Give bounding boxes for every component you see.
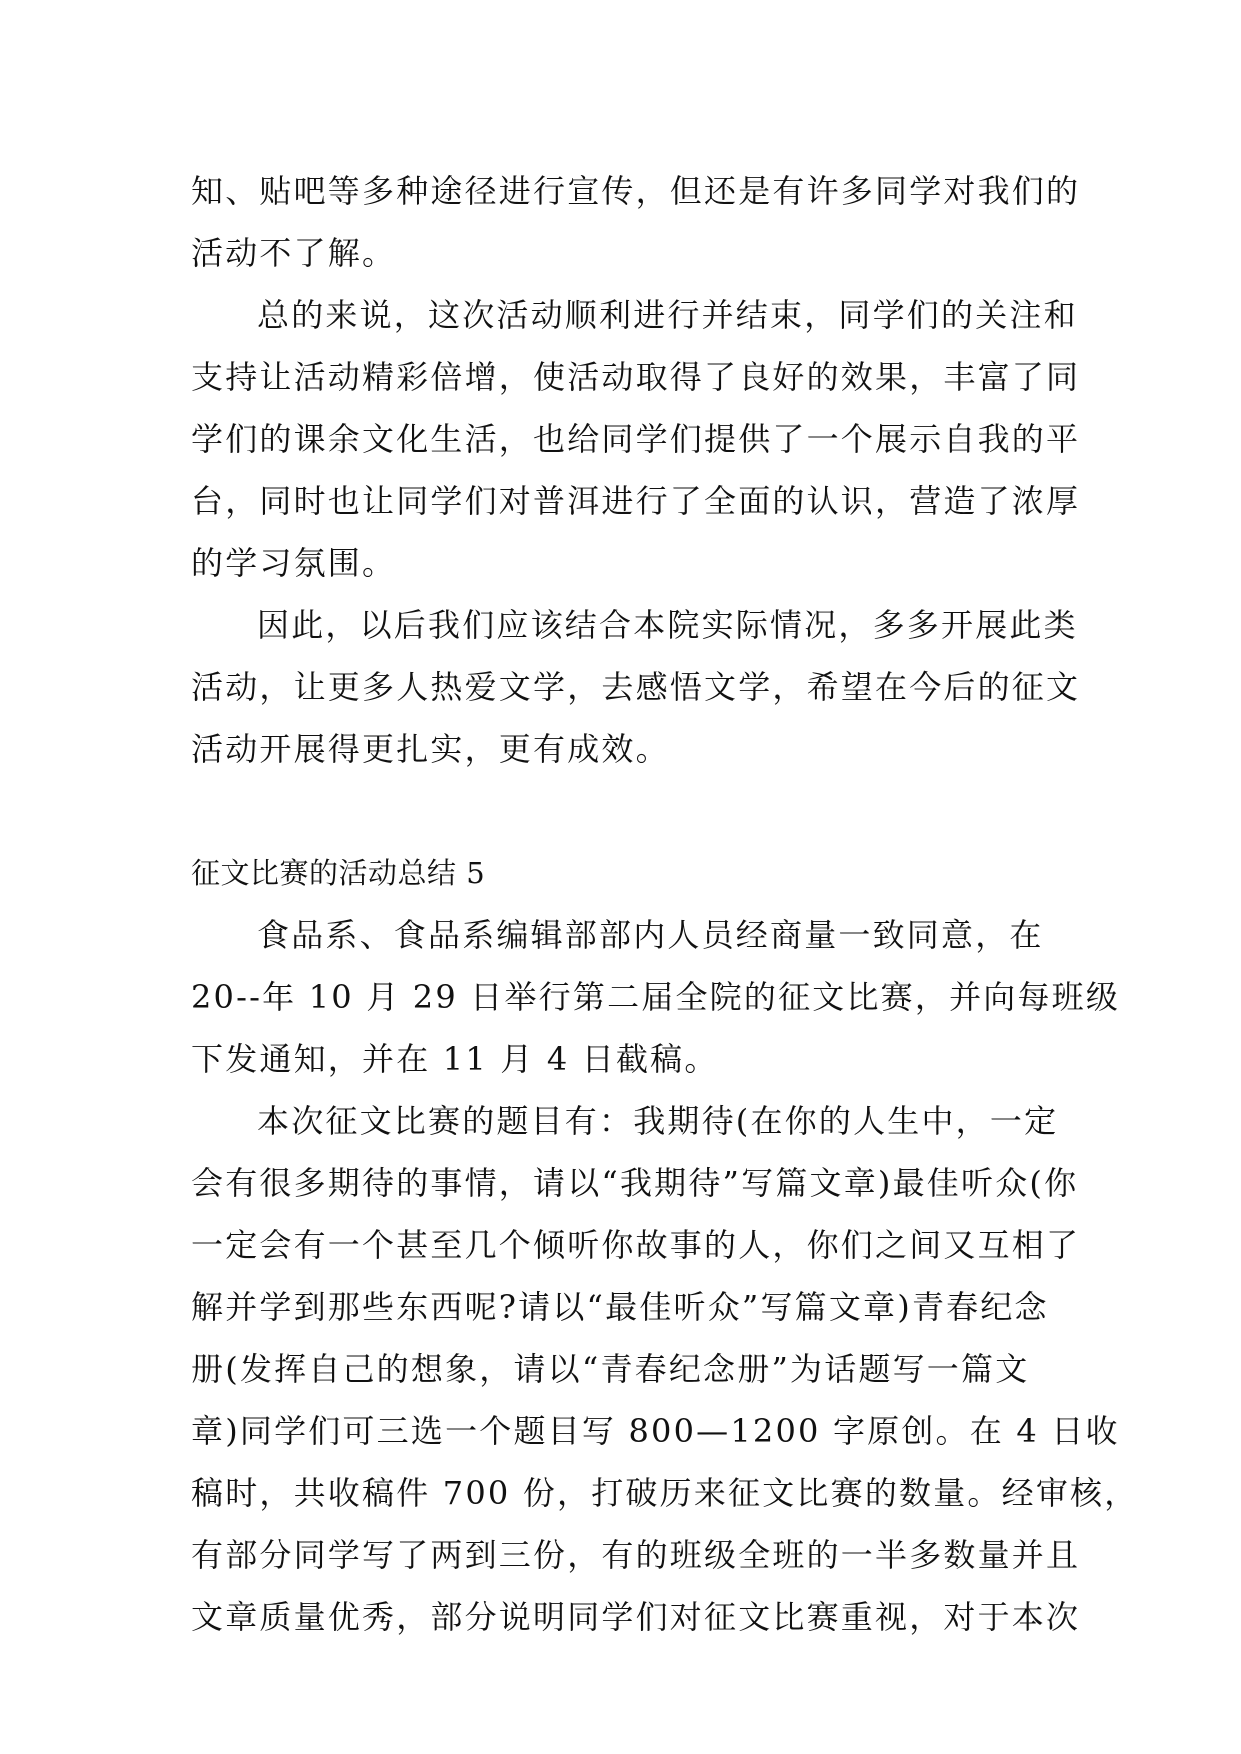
text-line: 20--年 10 月 29 日举行第二届全院的征文比赛，并向每班级 [191, 978, 1121, 1016]
section-heading: 征文比赛的活动总结 5 [191, 856, 486, 890]
text-line: 活动不了解。 [191, 234, 397, 272]
text-line: 一定会有一个甚至几个倾听你故事的人，你们之间又互相了 [191, 1226, 1081, 1264]
text-line: 文章质量优秀，部分说明同学们对征文比赛重视，对于本次 [191, 1598, 1081, 1636]
section-gap [191, 780, 1047, 842]
text-line: 活动开展得更扎实，更有成效。 [191, 730, 670, 768]
text-line: 章)同学们可三选一个题目写 800—1200 字原创。在 4 日收 [191, 1412, 1120, 1450]
paragraph-start-line: 本次征文比赛的题目有：我期待(在你的人生中，一定 [257, 1102, 1059, 1140]
paragraph-start-line: 总的来说，这次活动顺利进行并结束，同学们的关注和 [257, 296, 1078, 334]
text-line: 知、贴吧等多种途径进行宣传，但还是有许多同学对我们的 [191, 172, 1081, 210]
paragraph-start-line: 食品系、食品系编辑部部内人员经商量一致同意，在 [257, 916, 1044, 954]
paragraph-start-line: 因此，以后我们应该结合本院实际情况，多多开展此类 [257, 606, 1078, 644]
text-line: 册(发挥自己的想象，请以“青春纪念册”为话题写一篇文 [191, 1350, 1030, 1388]
text-line: 活动，让更多人热爱文学，去感悟文学，希望在今后的征文 [191, 668, 1081, 706]
text-line: 解并学到那些东西呢?请以“最佳听众”写篇文章)青春纪念 [191, 1288, 1049, 1326]
text-line: 有部分同学写了两到三份，有的班级全班的一半多数量并且 [191, 1536, 1081, 1574]
text-line: 台，同时也让同学们对普洱进行了全面的认识，营造了浓厚 [191, 482, 1081, 520]
document-body [191, 160, 1139, 1648]
text-line: 的学习氛围。 [191, 544, 397, 582]
text-line: 下发通知，并在 11 月 4 日截稿。 [191, 1040, 719, 1078]
text-line: 学们的课余文化生活，也给同学们提供了一个展示自我的平 [191, 420, 1081, 458]
text-line: 稿时，共收稿件 700 份，打破历来征文比赛的数量。经审核， [191, 1474, 1139, 1512]
text-line: 支持让活动精彩倍增，使活动取得了良好的效果，丰富了同 [191, 358, 1081, 396]
text-line: 会有很多期待的事情，请以“我期待”写篇文章)最佳听众(你 [191, 1164, 1079, 1202]
